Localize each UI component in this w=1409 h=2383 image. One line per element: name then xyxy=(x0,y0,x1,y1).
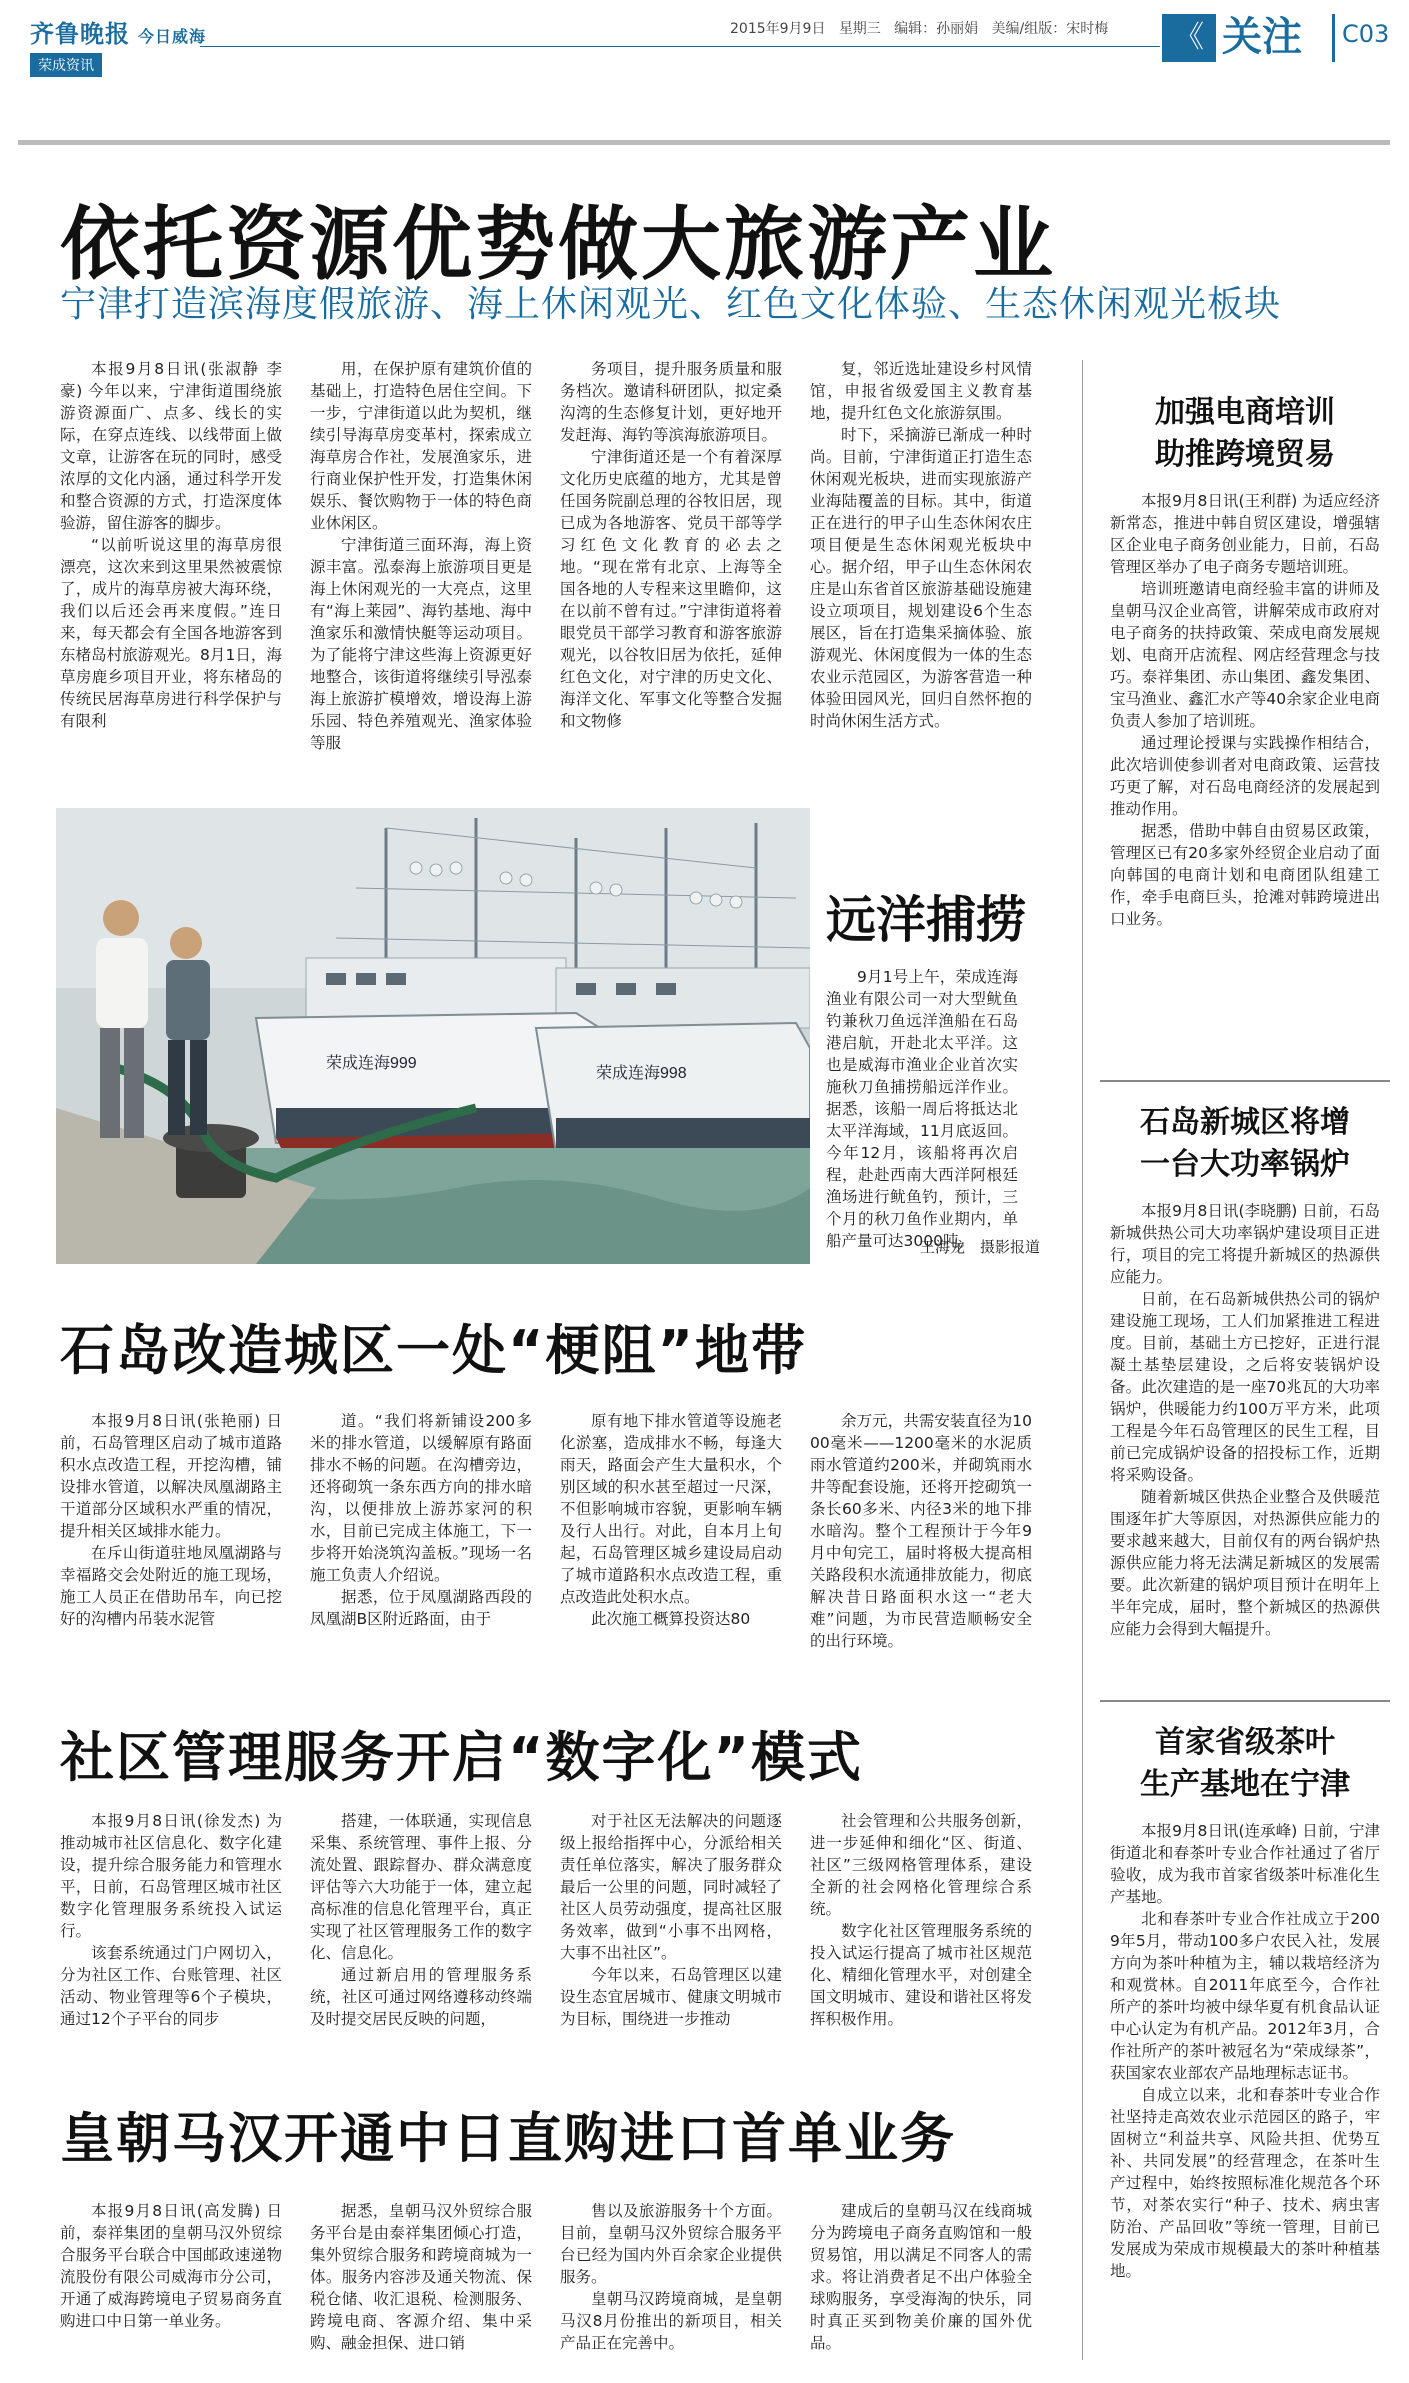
paragraph: 宁津街道还是一个有着深厚文化历史底蕴的地方，尤其是曾任国务院副总理的谷牧旧居，现已成为各地游客、党员干部等学习红色文化教育的必去之地。“现在常有北京、上海等全国各地的人专程来这里瞻仰，这在以前不曾有过。”宁津街道将着眼党员干部学习教育和游客旅游观光，以谷牧旧居为依托，延伸红色文化，对宁津的历史文化、海洋文化、军事文化等整合发掘和文物修 xyxy=(560,448,782,730)
community-headline: 社区管理服务开启“数字化”模式 xyxy=(60,1726,863,1789)
sidebar-2-body xyxy=(1110,1200,1380,1640)
paragraph: 数字化社区管理服务系统的投入试运行提高了城市社区规范化、精细化管理水平，对创建全国文明城市、建设和谐社区将发挥积极作用。 xyxy=(810,1922,1032,2028)
paragraph: 本报9月8日讯(张淑静 李豪) 今年以来，宁津街道围绕旅游资源面广、点多、线长的实际，在穿点连线、以线带面上做文章，让游客在玩的同时，感受浓厚的文化内涵，通过科学开发和整合资源的方式，打造深度体验游，留住游客的脚步。 xyxy=(60,360,282,532)
hull-label-2: 荣成连海998 xyxy=(596,1065,687,1082)
sidebar-rule-2 xyxy=(1100,1700,1390,1702)
header-rule xyxy=(200,46,1160,47)
lead-column-3 xyxy=(560,358,782,732)
crossborder-column-3 xyxy=(560,2200,782,2354)
paragraph: 本报9月8日讯(李晓鹏) 日前，石岛新城供热公司大功率锅炉建设项目正进行，项目的完工将提升新城区的热源供应能力。 xyxy=(1110,1202,1380,1286)
section-tag: 荣成资讯 xyxy=(30,53,102,77)
editor-credit: 编辑：孙丽娟 xyxy=(894,21,979,37)
paragraph: 复，邻近选址建设乡村风情馆，申报省级爱国主义教育基地，提升红色文化旅游氛围。 xyxy=(810,360,1032,422)
newspaper-brand: 齐鲁晚报 xyxy=(30,19,130,48)
edition-name: 今日威海 xyxy=(138,27,207,46)
paragraph: 9月1号上午，荣成连海渔业有限公司一对大型鱿鱼钓兼秋刀鱼远洋渔船在石岛港启航，开赴北太平洋。这也是威海市渔业企业首次实施秋刀鱼捕捞船远洋作业。据悉，该船一周后将抵达北太平洋海域，11月底返回。今年12月，该船将再次启程，赴赴西南大西洋阿根廷渔场进行鱿鱼钓，预计，三个月的秋刀鱼作业期内，单船产量可达3000吨。 xyxy=(826,968,1018,1250)
paragraph: 用，在保护原有建筑价值的基础上，打造特色居住空间。下一步，宁津街道以此为契机，继续引导海草房变革村，探索成立海草房合作社，发展渔家乐，进行商业保护性开发，打造集休闲娱乐、餐饮购物于一体的特色商业休闲区。 xyxy=(310,360,532,532)
header-divider xyxy=(1332,14,1335,62)
crossborder-column-2 xyxy=(310,2200,532,2354)
paragraph: 培训班邀请电商经验丰富的讲师及皇朝马汉企业高管，讲解荣成市政府对电子商务的扶持政策、荣成电商发展规划、电商开店流程、网店经营理念与技巧。泰祥集团、赤山集团、鑫发集团、宝马渔业、鑫汇水产等40余家企业电商负责人参加了培训班。 xyxy=(1110,580,1380,730)
drainage-column-2 xyxy=(310,1410,532,1630)
paragraph: 此次施工概算投资达80 xyxy=(591,1610,751,1628)
masthead xyxy=(30,14,207,74)
paragraph: “以前听说这里的海草房很漂亮，这次来到这里果然被震惊了，成片的海草房被大海环绕，我们以后还会再来度假。”连日来，每天都会有全国各地游客到东楮岛村旅游观光。8月1日，海草房鹿乡项目开业，将东楮岛的传统民居海草房进行科学保护与有限利 xyxy=(60,536,282,730)
crossborder-column-4 xyxy=(810,2200,1032,2354)
paragraph: 宁津街道三面环海，海上资源丰富。泓泰海上旅游项目更是海上休闲观光的一大亮点，这里有“海上莱园”、海钓基地、海中渔家乐和激情快艇等运动项目。为了能将宁津这些海上资源更好地整合，该街道将继续引导泓泰海上旅游扩模增效，增设海上游乐园、特色养殖观光、渔家体验等服 xyxy=(310,536,532,752)
paragraph: 皇朝马汉跨境商城，是皇朝马汉8月份推出的新项目，相关产品正在完善中。 xyxy=(560,2290,782,2352)
hull-label-1: 荣成连海999 xyxy=(326,1055,417,1072)
photo-story-title: 远洋捕捞 xyxy=(826,891,1026,949)
paragraph: 对于社区无法解决的问题逐级上报给指挥中心，分派给相关责任单位落实，解决了服务群众最后一公里的问题，同时减轻了社区人员劳动强度，提高社区服务效率，做到“小事不出网格，大事不出社区”。 xyxy=(560,1812,782,1962)
issue-weekday: 星期三 xyxy=(838,21,881,37)
sidebar-rule-1 xyxy=(1100,1080,1390,1082)
drainage-column-3 xyxy=(560,1410,782,1630)
harbor-scene-image xyxy=(56,808,810,1264)
paragraph: 务项目，提升服务质量和服务档次。邀请科研团队，拟定桑沟湾的生态修复计划，更好地开发赶海、海钓等滨海旅游项目。 xyxy=(560,360,782,444)
community-column-2 xyxy=(310,1810,532,2030)
sidebar-1-title-line1: 加强电商培训 xyxy=(1155,395,1335,430)
page-number: C03 xyxy=(1342,20,1390,48)
paragraph: 在斥山街道驻地凤凰湖路与幸福路交会处附近的施工现场，施工人员正在借助吊车，向已挖好的沟槽内吊装水泥管 xyxy=(60,1544,282,1628)
paragraph: 本报9月8日讯(张艳丽) 日前，石岛管理区启动了城市道路积水点改造工程，开挖沟槽，铺设排水管道，以解决凤凰湖路主干道部分区域积水严重的情况，提升相关区域排水能力。 xyxy=(60,1412,282,1540)
paragraph: 自成立以来，北和春茶叶专业合作社坚持走高效农业示范园区的路子，牢固树立“利益共享、风险共担、优势互补、共同发展”的经营理念，在茶叶生产过程中，始终按照标准化规范各个环节，对茶农实行“种子、技术、病虫害防治、产品回收”等统一管理，目前已发展成为荣成市规模最大的茶叶种植基地。 xyxy=(1110,2086,1380,2280)
paragraph: 本报9月8日讯(连承峰) 日前，宁津街道北和春茶叶专业合作社通过了省厅验收，成为我市首家省级茶叶标准化生产基地。 xyxy=(1110,1822,1380,1906)
paragraph: 道。“我们将新铺设200多米的排水管道，以缓解原有路面排水不畅的问题。在沟槽旁边，还将砌筑一条东西方向的排水暗沟，以便排放上游苏家河的积水，目前已完成主体施工，下一步将开始浇筑沟盖板。”现场一名施工负责人介绍说。 xyxy=(310,1412,532,1584)
drainage-column-4 xyxy=(810,1410,1032,1652)
paragraph: 北和春茶叶专业合作社成立于2009年5月，带动100多户农民入社，发展方向为茶叶种植为主，辅以栽培经济为和观赏林。自2011年底至今，合作社所产的茶叶均被中绿华夏有机食品认证中心认定为有机产品。2012年3月，合作社所产的茶叶被冠名为“荣成绿茶”，获国家农业部农产品地理标志证书。 xyxy=(1110,1910,1380,2082)
paragraph: 原有地下排水管道等设施老化淤塞，造成排水不畅，每逢大雨天，路面会产生大量积水，个别区域的积水甚至超过一尺深，不但影响城市容貌，更影响车辆及行人出行。对此，自本月上旬起，石岛管理区城乡建设局启动了城市道路积水点改造工程，重点改造此处积水点。 xyxy=(560,1412,782,1606)
paragraph: 据悉，皇朝马汉外贸综合服务平台是由泰祥集团倾心打造，集外贸综合服务和跨境商城为一体。服务内容涉及通关物流、保税仓储、收汇退税、检测服务、跨境电商、客源介绍、集中采购、融金担保、进口销 xyxy=(310,2202,532,2352)
crossborder-column-1 xyxy=(60,2200,282,2332)
community-column-4 xyxy=(810,1810,1032,2030)
paragraph: 通过理论授课与实践操作相结合，此次培训使参训者对电商政策、运营技巧更了解，对石岛电商经济的发展起到推动作用。 xyxy=(1110,734,1380,818)
paragraph: 本报9月8日讯(徐发杰) 为推动城市社区信息化、数字化建设，提升综合服务能力和管理水平，日前，石岛管理区城市社区数字化管理服务系统投入试运行。 xyxy=(60,1812,282,1940)
header-meta xyxy=(730,18,1108,38)
lead-headline: 依托资源优势做大旅游产业 xyxy=(60,198,1056,291)
drainage-headline: 石岛改造城区一处“梗阻”地带 xyxy=(60,1319,807,1382)
paragraph: 该套系统通过门户网切入，分为社区工作、台账管理、社区活动、物业管理等6个子模块，通过12个子平台的同步 xyxy=(60,1944,282,2028)
designer-credit: 美编/组版：宋时梅 xyxy=(991,21,1109,37)
sidebar-3-title-line1: 首家省级茶叶 xyxy=(1155,1725,1335,1760)
paragraph: 日前，在石岛新城供热公司的锅炉建设施工现场，工人们加紧推进工程进度。目前，基础土方已挖好，正进行混凝土基垫层建设，之后将安装锅炉设备。此次建造的是一座70兆瓦的大功率锅炉，供暖能力约100万平方米，此项工程是今年石岛管理区的民生工程，目前已完成锅炉设备的招投标工作，近期将采购设备。 xyxy=(1110,1290,1380,1484)
sidebar-2-title-line2: 一台大功率锅炉 xyxy=(1140,1147,1350,1182)
lead-column-4 xyxy=(810,358,1032,732)
paragraph: 据悉，借助中韩自由贸易区政策，管理区已有20多家外经贸企业启动了面向韩国的电商计划和电商团队组建工作，牵手电商巨头，抢滩对韩跨境进出口业务。 xyxy=(1110,822,1380,928)
paragraph: 今年以来，石岛管理区以建设生态宜居城市、健康文明城市为目标，围绕进一步推动 xyxy=(560,1966,782,2028)
page-section-label: 关注 xyxy=(1222,14,1302,60)
crossborder-headline: 皇朝马汉开通中日直购进口首单业务 xyxy=(60,2107,956,2170)
paragraph: 搭建，一体联通，实现信息采集、系统管理、事件上报、分流处置、跟踪督办、群众满意度评估等六大功能于一体，建立起高标准的信息化管理平台，真正实现了社区管理服务工作的数字化、信息化。 xyxy=(310,1812,532,1962)
paragraph: 本报9月8日讯(王利群) 为适应经济新常态，推进中韩自贸区建设，增强辖区企业电子商务创业能力，日前，石岛管理区举办了电子商务专题培训班。 xyxy=(1110,492,1380,576)
lead-column-2 xyxy=(310,358,532,754)
paragraph: 售以及旅游服务十个方面。目前，皇朝马汉外贸综合服务平台已经为国内外百余家企业提供服务。 xyxy=(560,2202,782,2286)
sidebar-divider xyxy=(1082,360,1083,2360)
sidebar-3-title-line2: 生产基地在宁津 xyxy=(1140,1767,1350,1802)
paragraph: 建成后的皇朝马汉在线商城分为跨境电子商务直购馆和一般贸易馆，用以满足不同客人的需求。将让消费者足不出户体验全球购服务，享受海淘的快乐，同时真正买到物美价廉的国外优品。 xyxy=(810,2202,1032,2352)
paragraph: 时下，采摘游已渐成一种时尚。目前，宁津街道正打造生态休闲观光板块，进而实现旅游产业海陆覆盖的目标。其中，街道正在进行的甲子山生态休闲农庄项目便是生态休闲观光板块中心。据介绍，甲子山生态休闲农庄是山东省首区旅游基础设施建设立项项目，规划建设6个生态展区，旨在打造集采摘体验、旅游观光、休闲度假为一体的生态农业示范园区，为游客营造一种体验田园风光，回归自然怀抱的时尚休闲生活方式。 xyxy=(810,426,1032,730)
issue-date: 2015年9月9日 xyxy=(730,21,826,37)
paragraph: 余万元，共需安装直径为1000毫米——1200毫米的水泥质雨水管道约200米，并砌筑雨水井等配套设施，还将开挖砌筑一条长60多米、内径3米的地下排水暗沟。整个工程预计于今年9月中旬完工，届时将极大提高相关路段积水流通排放能力，彻底解决昔日路面积水这一“老大难”问题，为市民营造顺畅安全的出行环境。 xyxy=(810,1412,1032,1650)
community-column-3 xyxy=(560,1810,782,2030)
sidebar-1-body xyxy=(1110,490,1380,930)
sidebar-3-title xyxy=(1100,1722,1390,1806)
community-column-1 xyxy=(60,1810,282,2030)
paragraph: 通过新启用的管理服务系统，社区可通过网络遵移动终端及时提交居民反映的问题， xyxy=(310,1966,532,2028)
lead-subheadline: 宁津打造滨海度假旅游、海上休闲观光、红色文化体验、生态休闲观光板块 xyxy=(60,284,1282,325)
sidebar-2-title xyxy=(1100,1102,1390,1186)
paragraph: 本报9月8日讯(高发腾) 日前，泰祥集团的皇朝马汉外贸综合服务平台联合中国邮政速递物流股份有限公司威海市分公司，开通了威海跨境电子贸易商务直购进口中日第一单业务。 xyxy=(60,2202,282,2330)
photo-credit: 王海龙 摄影报道 xyxy=(920,1238,1041,1256)
sidebar-3-body xyxy=(1110,1820,1380,2282)
photo-story-body xyxy=(826,966,1018,1252)
paragraph: 随着新城区供热企业整合及供暖范围逐年扩大等原因，对热源供应能力的要求越来越大，目前仅有的两台锅炉热源供应能力将无法满足新城区的发展需要。此次新建的锅炉项目预计在明年上半年完成，届时，整个新城区的热源供应能力会得到大幅提升。 xyxy=(1110,1488,1380,1638)
paragraph: 据悉，位于凤凰湖路西段的凤凰湖B区附近路面，由于 xyxy=(310,1588,532,1628)
lead-column-1 xyxy=(60,358,282,732)
sidebar-2-title-line1: 石岛新城区将增 xyxy=(1140,1105,1350,1140)
top-rule xyxy=(18,140,1390,145)
sidebar-1-title-line2: 助推跨境贸易 xyxy=(1155,437,1335,472)
drainage-column-1 xyxy=(60,1410,282,1630)
fishing-boat-photo xyxy=(56,808,810,1264)
chevron-left-icon: 《 xyxy=(1162,14,1216,62)
sidebar-1-title xyxy=(1100,392,1390,476)
paragraph: 社会管理和公共服务创新，进一步延伸和细化“区、街道、社区”三级网格管理体系，建设全新的社会网格化管理综合系统。 xyxy=(810,1812,1032,1918)
